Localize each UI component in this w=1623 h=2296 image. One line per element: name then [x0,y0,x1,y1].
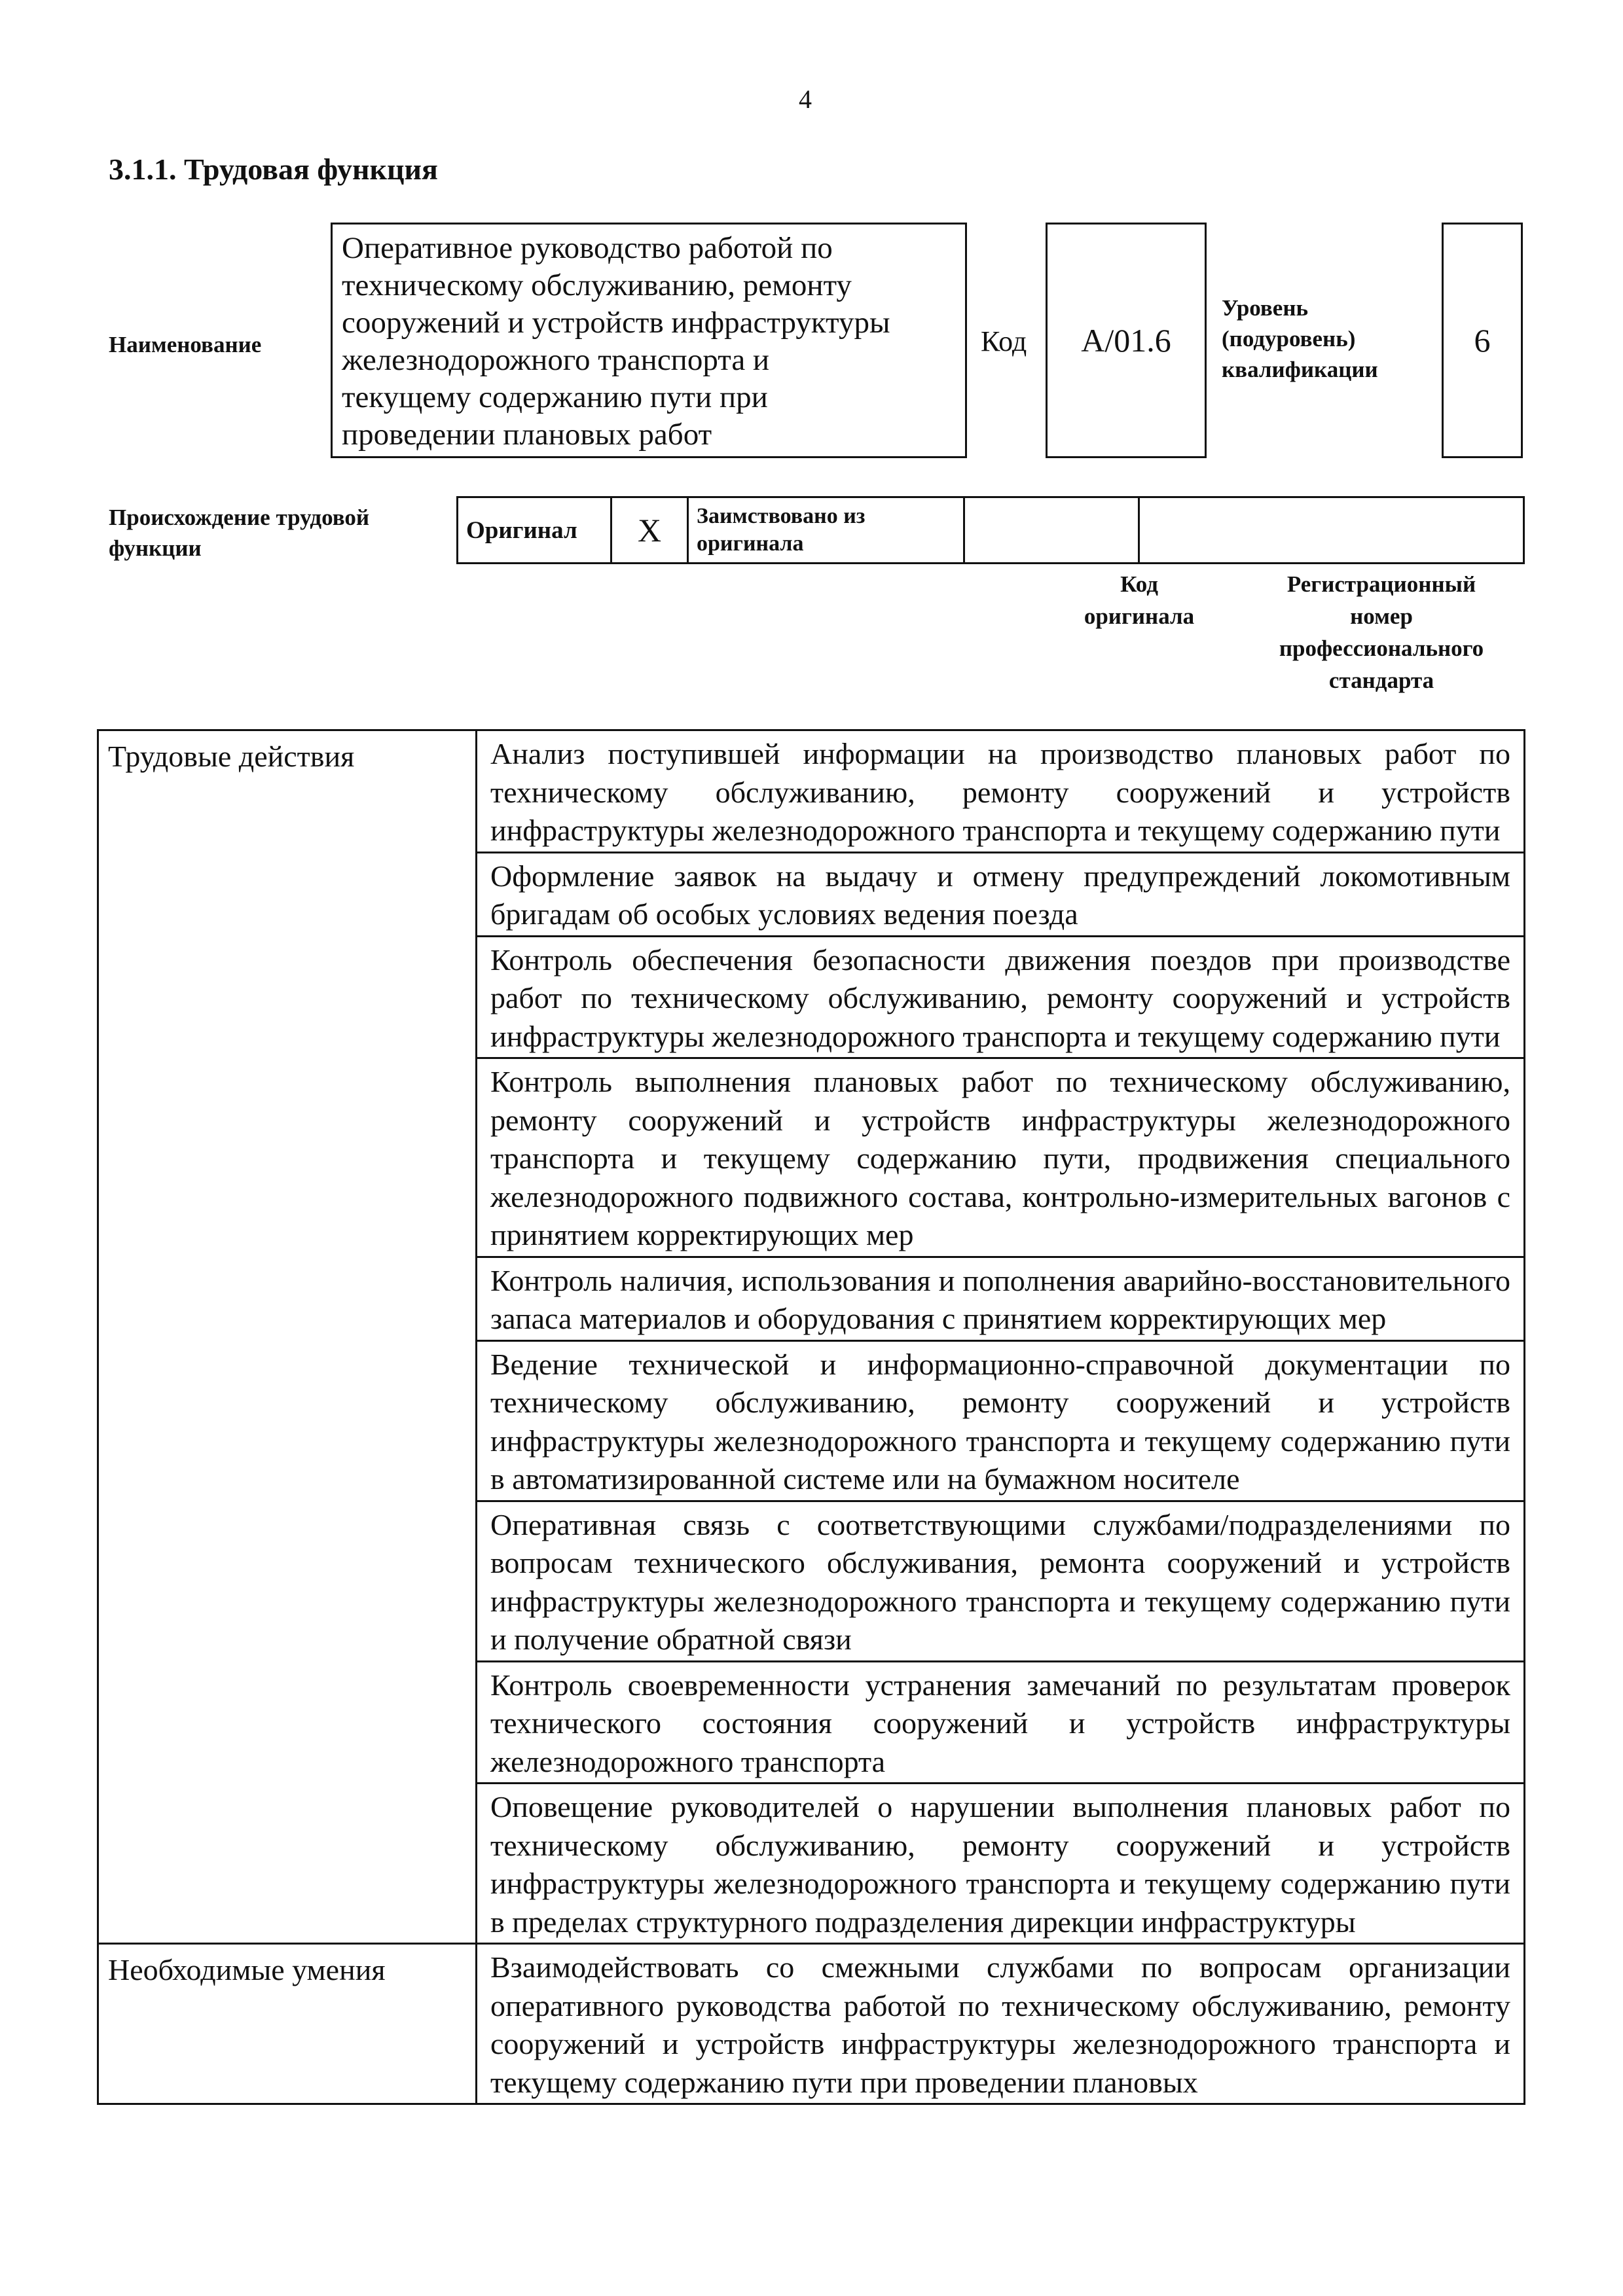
borrowed-label: Заимствовано из оригинала [688,497,964,564]
name-label: Наименование [109,332,262,357]
caption-line: номер [1350,603,1413,629]
labor-actions-label: Трудовые действия [98,730,477,1944]
code-label: Код [981,325,1027,357]
caption-line: стандарта [1328,668,1434,693]
level-label-line: квалификации [1222,357,1378,382]
level-label-line: Уровень [1222,295,1309,321]
labor-action-item: Ведение технической и информационно-справочной документации по техническому обслуживанию, ремонту сооружений и устройств инфраструктуры железнодорожного транспорта и текущему содержанию пути в автоматизированной системе или на бумажном носителе [477,1340,1525,1501]
labor-action-item: Оповещение руководителей о нарушении выполнения плановых работ по техническому обслуживанию, ремонту сооружений и устройств инфраструктуры железнодорожного транспорта и текущему содержанию пути в пределах структурного подразделения дирекции инфраструктуры [477,1784,1525,1944]
function-name-box [331,223,967,458]
page-number: 4 [799,84,812,114]
original-mark: X [611,497,688,564]
function-name-line: проведении плановых работ [342,418,712,452]
level-label [1222,293,1392,385]
function-name-line: сооружений и устройств инфраструктуры [342,306,890,340]
original-code-cell [964,497,1139,564]
function-name-line: железнодорожного транспорта и [342,343,770,377]
caption-line: профессионального [1279,636,1484,661]
labor-action-item: Контроль своевременности устранения замечаний по результатам проверок технического состояния сооружений и устройств инфраструктуры железнодорожного транспорта [477,1661,1525,1784]
caption-line: Регистрационный [1286,571,1476,597]
level-label-line: (подуровень) [1222,326,1356,351]
code-value: А/01.6 [1046,223,1207,458]
origin-label: Происхождение трудовой функции [109,505,370,561]
labor-action-item: Оформление заявок на выдачу и отмену предупреждений локомотивным бригадам об особых условиях ведения поезда [477,852,1525,936]
labor-action-item: Оперативная связь с соответствующими службами/подразделениями по вопросам технического обслуживания, ремонта сооружений и устройств инфраструктуры железнодорожного транспорта и текущему содержанию пути и получение обратной связи [477,1501,1525,1661]
required-skills-label: Необходимые умения [98,1944,477,2104]
labor-function-table [97,729,1525,2105]
level-value: 6 [1442,223,1523,458]
function-name-line: Оперативное руководство работой по [342,231,833,265]
labor-action-item: Анализ поступившей информации на производство плановых работ по техническому обслуживанию, ремонту сооружений и устройств инфраструктуры железнодорожного транспорта и текущему содержанию пути [477,730,1525,853]
origin-table [456,496,1525,564]
table-row [98,730,1525,853]
caption-line: Код [1120,571,1158,597]
function-name-line: текущему содержанию пути при [342,380,768,414]
caption-line: оригинала [1084,603,1195,629]
registration-number-caption [1244,568,1519,696]
labor-action-item: Контроль выполнения плановых работ по техническому обслуживанию, ремонту сооружений и устройств инфраструктуры железнодорожного транспорта и текущему содержанию пути, продвижения специального железнодорожного подвижного состава, контрольно-измерительных вагонов с принятием корректирующих мер [477,1058,1525,1257]
table-row [98,1944,1525,2104]
required-skill-item: Взаимодействовать со смежными службами по вопросам организации оперативного руководства работой по техническому обслуживанию, ремонту сооружений и устройств инфраструктуры железнодорожного транспорта и текущему содержанию пути при проведении плановых [477,1944,1525,2104]
labor-action-item: Контроль наличия, использования и пополнения аварийно-восстановительного запаса материалов и оборудования с принятием корректирующих мер [477,1257,1525,1340]
section-title: 3.1.1. Трудовая функция [109,152,438,186]
function-name-line: техническому обслуживанию, ремонту [342,268,852,302]
labor-action-item: Контроль обеспечения безопасности движения поездов при производстве работ по техническому обслуживанию, ремонту сооружений и устройств инфраструктуры железнодорожного транспорта и текущему содержанию пути [477,936,1525,1058]
original-code-caption [1061,568,1218,632]
original-label: Оригинал [458,497,611,564]
registration-number-cell [1139,497,1524,564]
